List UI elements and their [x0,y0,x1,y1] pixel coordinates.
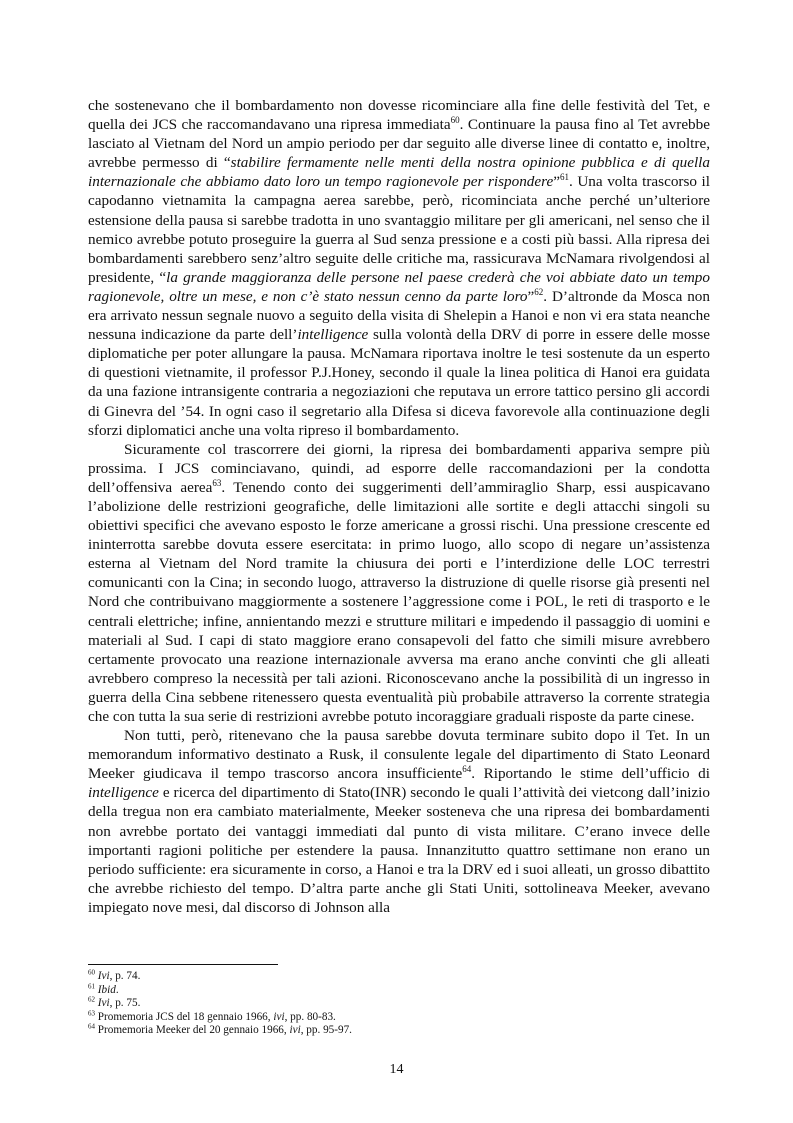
text-run: sulla volontà della DRV di porre in essere delle mosse diplomatiche per poter allungare la pausa. McNamara riportava inoltre le tesi sostenute da un esperto di questioni vietnamite, il professor P.J.Honey, secondo il quale la linea politica di Hanoi era guidata da una fazione intransigente contraria a negoziazioni che reputava un errore tattico persino gli accordi di Ginevra del ’54. In ogni caso il segretario alla Difesa si diceva favorevole alla continuazione degli sforzi diplomatici anche una volta ripreso il bombardamento. [88,326,710,439]
text-run: Non tutti, però, ritenevano che la pausa sarebbe dovuta terminare subito dopo il Tet. In un memorandum informativo destinato a Rusk, il consulente legale del dipartimento di Stato Leonard Meeker giudicava il tempo trascorso ancora insufficiente [88,727,710,783]
text-run: che sostenevano che il bombardamento non dovesse ricominciare alla fine delle festività del Tet, e quella dei JCS che raccomandavano una ripresa immediata [88,97,710,134]
footnote-number: 62 [88,995,95,1004]
footnote-ref-text: Ivi [97,997,110,1010]
footnote-text: , p. 75. [109,997,141,1010]
footnote-ref-text: ivi [289,1024,301,1037]
footnote-ref-64[interactable]: 64 [462,764,472,775]
footnote-number: 60 [88,968,95,977]
footnote-text: Promemoria JCS del 18 gennaio 1966, [97,1010,274,1023]
footnote-separator [88,964,278,965]
footnote-ref-text: Ibid [97,983,116,996]
page-body [88,96,710,917]
footnote-ref-text: ivi [273,1010,285,1023]
italic-term: intelligence [88,784,159,802]
footnote-number: 63 [88,1009,95,1018]
quotation: stabilire fermamente nelle menti della nostra opinione pubblica e di quella internazionale che abbiamo dato loro un tempo ragionevole per rispondere [88,154,710,191]
footnote-number: 64 [88,1022,95,1031]
footnotes [88,970,710,1038]
footnote-text: Promemoria Meeker del 20 gennaio 1966, [97,1024,290,1037]
footnote-61 [88,981,710,998]
quotation: la grande maggioranza delle persone nel paese crederà che voi abbiate dato un tempo ragionevole, oltre un mese, e non c’è stato nessun cenno da parte loro [88,268,710,305]
italic-term: intelligence [297,326,369,344]
footnote-62 [88,997,710,1011]
footnote-ref-61[interactable]: 61 [559,172,569,183]
text-run: ” [527,287,535,305]
footnote-60 [88,970,710,984]
paragraph-3 [88,726,710,917]
text-run: Sicuramente col trascorrere dei giorni, la ripresa dei bombardamenti appariva sempre più prossima. I JCS cominciavano, quindi, ad esporre delle raccomandazioni per la condotta dell’offensiva aerea [88,440,710,496]
text-run: . Una volta trascorso il capodanno vietnamita la campagna aerea sarebbe, però, ricominciata anche perché un’ulteriore estensione della pausa si sarebbe tradotta in uno svantaggio militare per gli americani, nel senso che il nemico avrebbe potuto proseguire la guerra al Sud senza pressione e a costi più bassi. Alla ripresa dei bombardamenti sarebbero senz’altro seguite delle critiche ma, rassicurava McNamara rivolgendosi al presidente, “ [88,173,710,286]
footnote-text: , pp. 95-97. [300,1024,352,1037]
footnote-text: , pp. 80-83. [284,1010,336,1023]
footnote-number: 61 [88,981,95,990]
footnote-ref-63[interactable]: 63 [212,477,222,488]
text-run: . Riportando le stime dell’ufficio di [471,765,710,783]
footnote-64 [88,1024,710,1038]
footnote-ref-62[interactable]: 62 [534,286,544,297]
paragraph-1 [88,96,710,440]
footnote-ref-text: Ivi [97,970,110,982]
text-run: . D’altronde da Mosca non era arrivato nessun segnale nuovo a seguito della visita di Shelepin a Hanoi e non vi era stata neanche nessuna indicazione da parte dell’ [88,287,710,344]
footnote-63 [88,1011,710,1025]
text-run: e ricerca del dipartimento di Stato(INR) secondo le quali l’attività dei vietcong dall’inizio della tregua non era cambiato materialmente, Meeker sosteneva che una ripresa dei bombardamenti non avrebbe portato dei vantaggi immediati dal punto di vista militare. C’erano invece delle importanti ragioni politiche per estendere la pausa. Innanzitutto quattro settimane non erano un periodo sufficiente: era sicuramente in corso, a Hanoi e tra la DRV ed i suoi alleati, un grosso dibattito che avrebbe richiesto del tempo. D’altra parte anche gli Stati Uniti, sottolineava Meeker, avevano impiegato nove mesi, dal discorso di Johnson alla [88,784,710,916]
text-run: . Tenendo conto dei suggerimenti dell’ammiraglio Sharp, essi auspicavano l’abolizione delle restrizioni geografiche, delle limitazioni alle sortite e degli attacchi singoli su obiettivi specifici che avevano esposto le forze americane a grossi rischi. Una pressione crescente ed ininterrotta sarebbe dovuta essere esercitata: in primo luogo, allo scopo di negare un’assistenza esterna al Vietnam del Nord tramite la chiusura dei porti e l’interdizione delle LOC terrestri comunicanti con la Cina; in secondo luogo, attraverso la distruzione di quelle risorse già presenti nel Nord che contribuivano maggiormente a sostenere l’aggressione come i POL, le reti di trasporto e le centrali elettriche; infine, annientando mezzi e strutture militari e impedendo il passaggio di uomini e materiali al Sud. I capi di stato maggiore erano consapevoli del fatto che simili misure avrebbero certamente provocato una reazione internazionale avversa ma erano anche convinti che gli alleati avrebbero compreso la necessità per tali azioni. Riconoscevano anche la possibilità di un ingresso in guerra della Cina sebbene ritenessero questa eventualità più probabile attraverso la corrente strategia che con tutta la sua serie di restrizioni avrebbe potuto incoraggiare graduali risposte da parte cinese. [88,478,710,725]
footnote-text: , p. 74. [109,970,141,982]
text-run: ” [553,173,560,191]
footnote-ref-60[interactable]: 60 [450,115,460,126]
text-run: . Continuare la pausa fino al Tet avrebbe lasciato al Vietnam del Nord un ampio periodo per dar seguito alle diverse linee di contatto e, inoltre, avrebbe permesso di “ [88,116,710,172]
footnote-text: . [115,983,119,996]
page-number: 14 [389,1062,404,1077]
paragraph-2 [88,440,710,726]
